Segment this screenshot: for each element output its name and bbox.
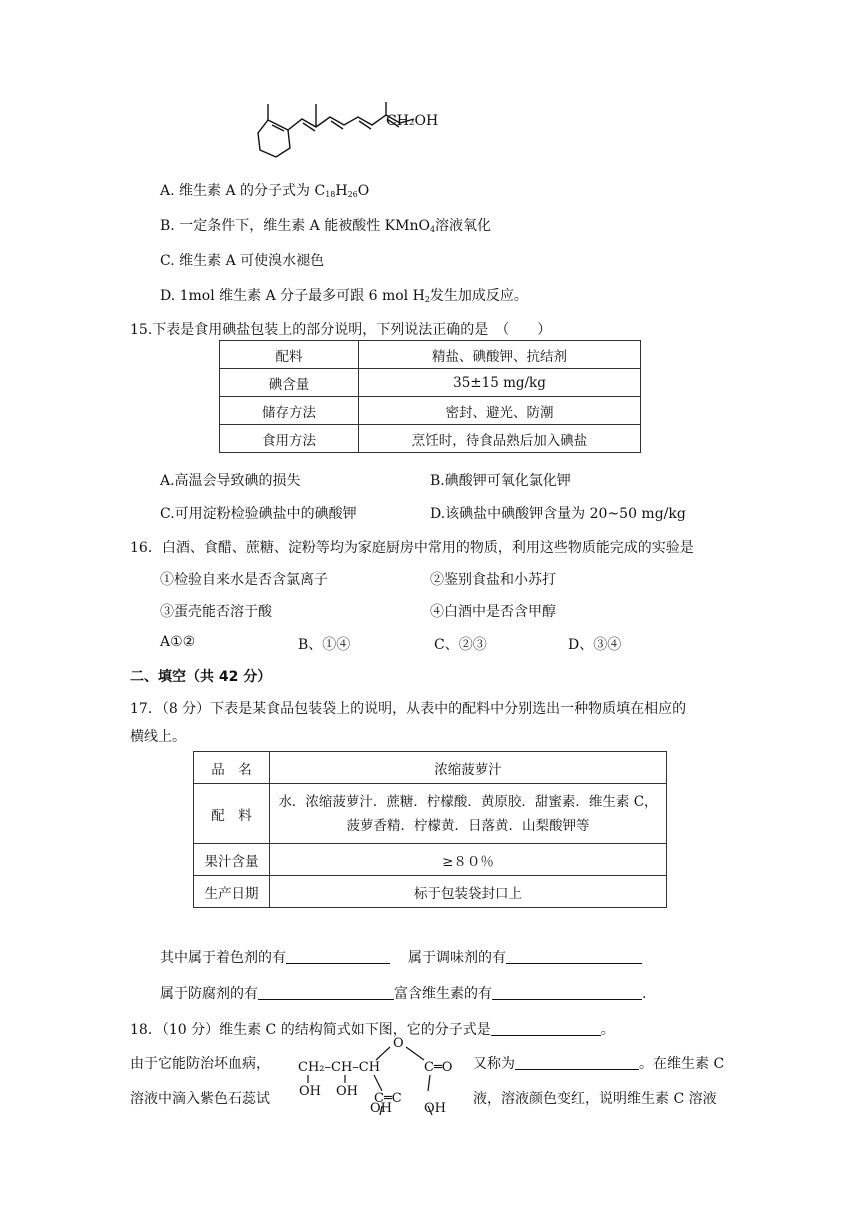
vitc-carbonyl: C═O	[424, 1060, 453, 1075]
vitc-oh-3: OH	[370, 1101, 392, 1116]
table-row: 储存方法 密封、避光、防潮	[220, 397, 641, 425]
q17-fill-line1: 其中属于着色剂的有 属于调味剂的有	[160, 947, 642, 967]
vitc-enediol: C═C	[374, 1091, 402, 1106]
vitc-ring-oxygen: O	[393, 1036, 404, 1051]
q15-option-b: B.碘酸钾可氧化氯化钾	[430, 473, 571, 489]
q18-line1: 18．（10 分）维生素 C 的结构简式如下图，它的分子式是 。	[130, 1022, 615, 1038]
q14-option-a: A. 维生素 A 的分子式为 $C_{18}H_{26}O$	[160, 183, 370, 199]
q16-option-a: A①②	[160, 634, 196, 650]
q18-line2-post: 又称为 。在维生素 C	[473, 1056, 725, 1072]
table-row: 食用方法 烹饪时，待食品熟后加入碘盐	[220, 425, 641, 453]
table-row: 配料 精盐、碘酸钾、抗结剂	[220, 341, 641, 369]
q16-stem: 16．白酒、食醋、蔗糖、淀粉等均为家庭厨房中常用的物质，利用这些物质能完成的实验是	[130, 540, 694, 556]
ch2oh-label: CH₂OH	[386, 113, 439, 129]
table-row: 碘含量 35±15 mg/kg	[220, 369, 641, 397]
table-row: 配 料 水．浓缩菠萝汁．蔗糖．柠檬酸．黄原胶．甜蜜素．维生素 C， 菠萝香精．柠檬黄．日落黄．山梨酸钾等	[194, 784, 667, 844]
q16-option-c: C、②③	[434, 637, 487, 653]
q16-option-b: B、①④	[298, 637, 351, 653]
section-heading: 二、填空（共 42 分）	[130, 669, 272, 685]
q16-item-3: ③蛋壳能否溶于酸	[160, 604, 272, 620]
q17-fill-line2: 属于防腐剂的有 富含维生素的有 .	[160, 986, 647, 1002]
q15-option-c: C.可用淀粉检验碘盐中的碘酸钾	[160, 506, 357, 522]
q16-item-2: ②鉴别食盐和小苏打	[430, 572, 556, 588]
q14-option-c: C. 维生素 A 可使溴水褪色	[160, 253, 325, 269]
q16-item-4: ④白酒中是否含甲醇	[430, 604, 556, 620]
vitc-chain: CH₂–CH–CH	[298, 1060, 381, 1075]
vitc-oh-4: OH	[424, 1101, 446, 1116]
q14-option-d: D. 1mol 维生素 A 分子最多可跟 6 mol $H_2$发生加成反应。	[160, 288, 528, 304]
vitc-oh-2: OH	[336, 1084, 358, 1099]
q15-option-d: D.该碘盐中碘酸钾含量为 20~50 mg/kg	[430, 506, 686, 522]
vitc-oh-1: OH	[299, 1084, 321, 1099]
table-row: 生产日期 标于包装袋封口上	[194, 876, 667, 908]
q17-stem-line1: 17．（8 分）下表是某食品包装袋上的说明，从表中的配料中分别选出一种物质填在相应的	[130, 701, 687, 717]
q14-option-b: B. 一定条件下，维生素 A 能被酸性 KMnO$_4$溶液氧化	[160, 218, 492, 234]
q17-stem-line2: 横线上。	[130, 729, 186, 745]
q18-line3-pre: 溶液中滴入紫色石蕊试	[130, 1091, 270, 1107]
q16-item-1: ①检验自来水是否含氯离子	[160, 572, 328, 588]
q18-line3-post: 液，溶液颜色变红，说明维生素 C 溶液	[473, 1091, 717, 1107]
q15-stem: 15.下表是食用碘盐包装上的部分说明，下列说法正确的是 （ ）	[130, 322, 552, 338]
table-row: 品 名 浓缩菠萝汁	[194, 752, 667, 784]
table-row: 果汁含量 ≥８０％	[194, 844, 667, 876]
q18-line2-pre: 由于它能防治坏血病，	[130, 1056, 270, 1072]
q16-option-d: D、③④	[568, 637, 622, 653]
q15-option-a: A.高温会导致碘的损失	[160, 473, 301, 489]
